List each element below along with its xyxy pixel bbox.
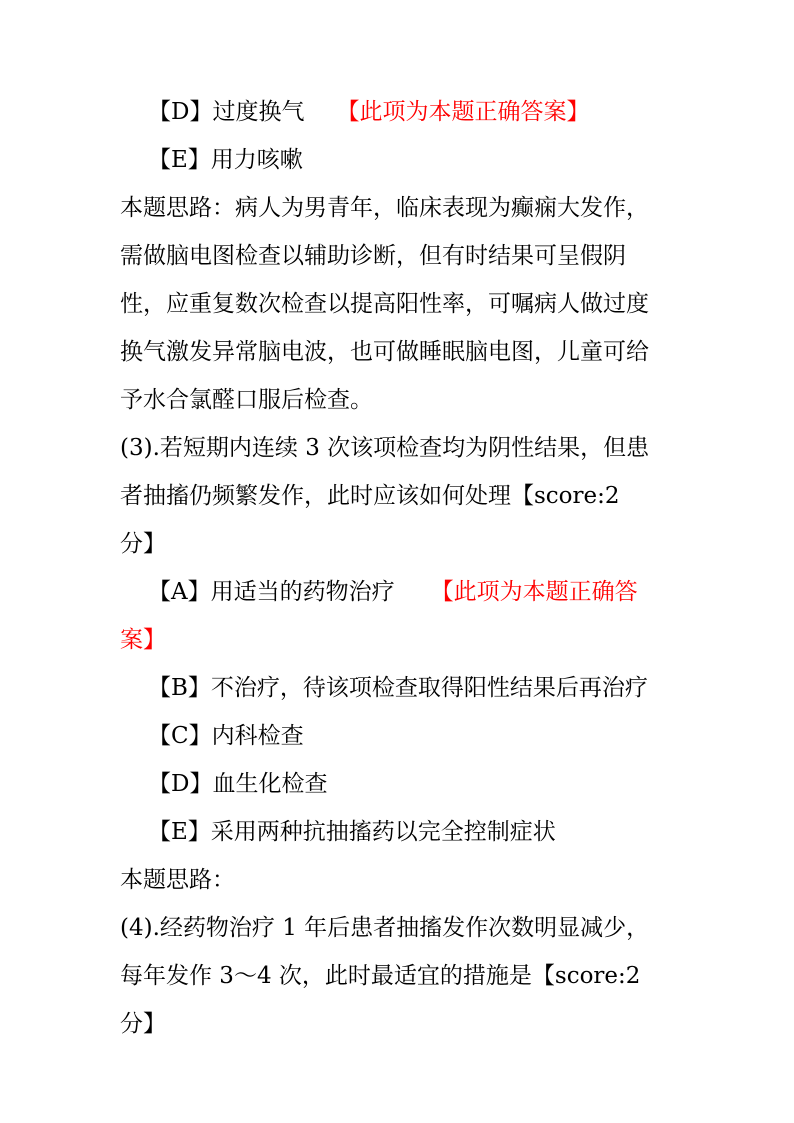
q3-question-line-2: 者抽搐仍频繁发作，此时应该如何处理【score:2 — [120, 483, 620, 509]
q2-explanation-line-2: 需做脑电图检查以辅助诊断，但有时结果可呈假阴 — [120, 243, 626, 269]
q4-question-line-3: 分】 — [120, 1011, 166, 1037]
q3-question-line-1: (3).若短期内连续 3 次该项检查均为阴性结果，但患 — [120, 435, 650, 461]
q2-option-d — [148, 97, 589, 127]
q2-explanation-line-4: 换气激发异常脑电波，也可做睡眠脑电图，儿童可给 — [120, 339, 649, 365]
q2-explanation-line-3: 性，应重复数次检查以提高阳性率，可嘱病人做过度 — [120, 291, 649, 317]
q2-option-d-correct-mark: 【此项为本题正确答案】 — [336, 99, 590, 125]
q3-question-line-3: 分】 — [120, 531, 166, 557]
q3-option-a-correct-mark-cont: 案】 — [120, 627, 166, 653]
q3-option-a-text: 【A】用适当的药物治疗 — [148, 579, 395, 605]
q3-option-a-correct-mark: 【此项为本题正确答 — [430, 579, 638, 605]
q2-explanation-line-1: 本题思路：病人为男青年，临床表现为癫痫大发作， — [120, 195, 649, 221]
q2-option-d-text: 【D】过度换气 — [148, 99, 305, 125]
q3-option-b: 【B】不治疗，待该项检查取得阳性结果后再治疗 — [148, 675, 648, 701]
q3-option-a — [148, 577, 638, 607]
q4-question-line-1: (4).经药物治疗 1 年后患者抽搐发作次数明显减少， — [120, 915, 650, 941]
q3-option-c: 【C】内科检查 — [148, 723, 304, 749]
q4-question-line-2: 每年发作 3～4 次，此时最适宜的措施是【score:2 — [120, 963, 641, 989]
q3-option-d: 【D】血生化检查 — [148, 771, 328, 797]
q2-explanation-line-5: 予水合氯醛口服后检查。 — [120, 387, 373, 413]
q2-option-e: 【E】用力咳嗽 — [148, 147, 303, 173]
q3-option-e: 【E】采用两种抗抽搐药以完全控制症状 — [148, 819, 556, 845]
q3-explanation: 本题思路： — [120, 867, 235, 893]
